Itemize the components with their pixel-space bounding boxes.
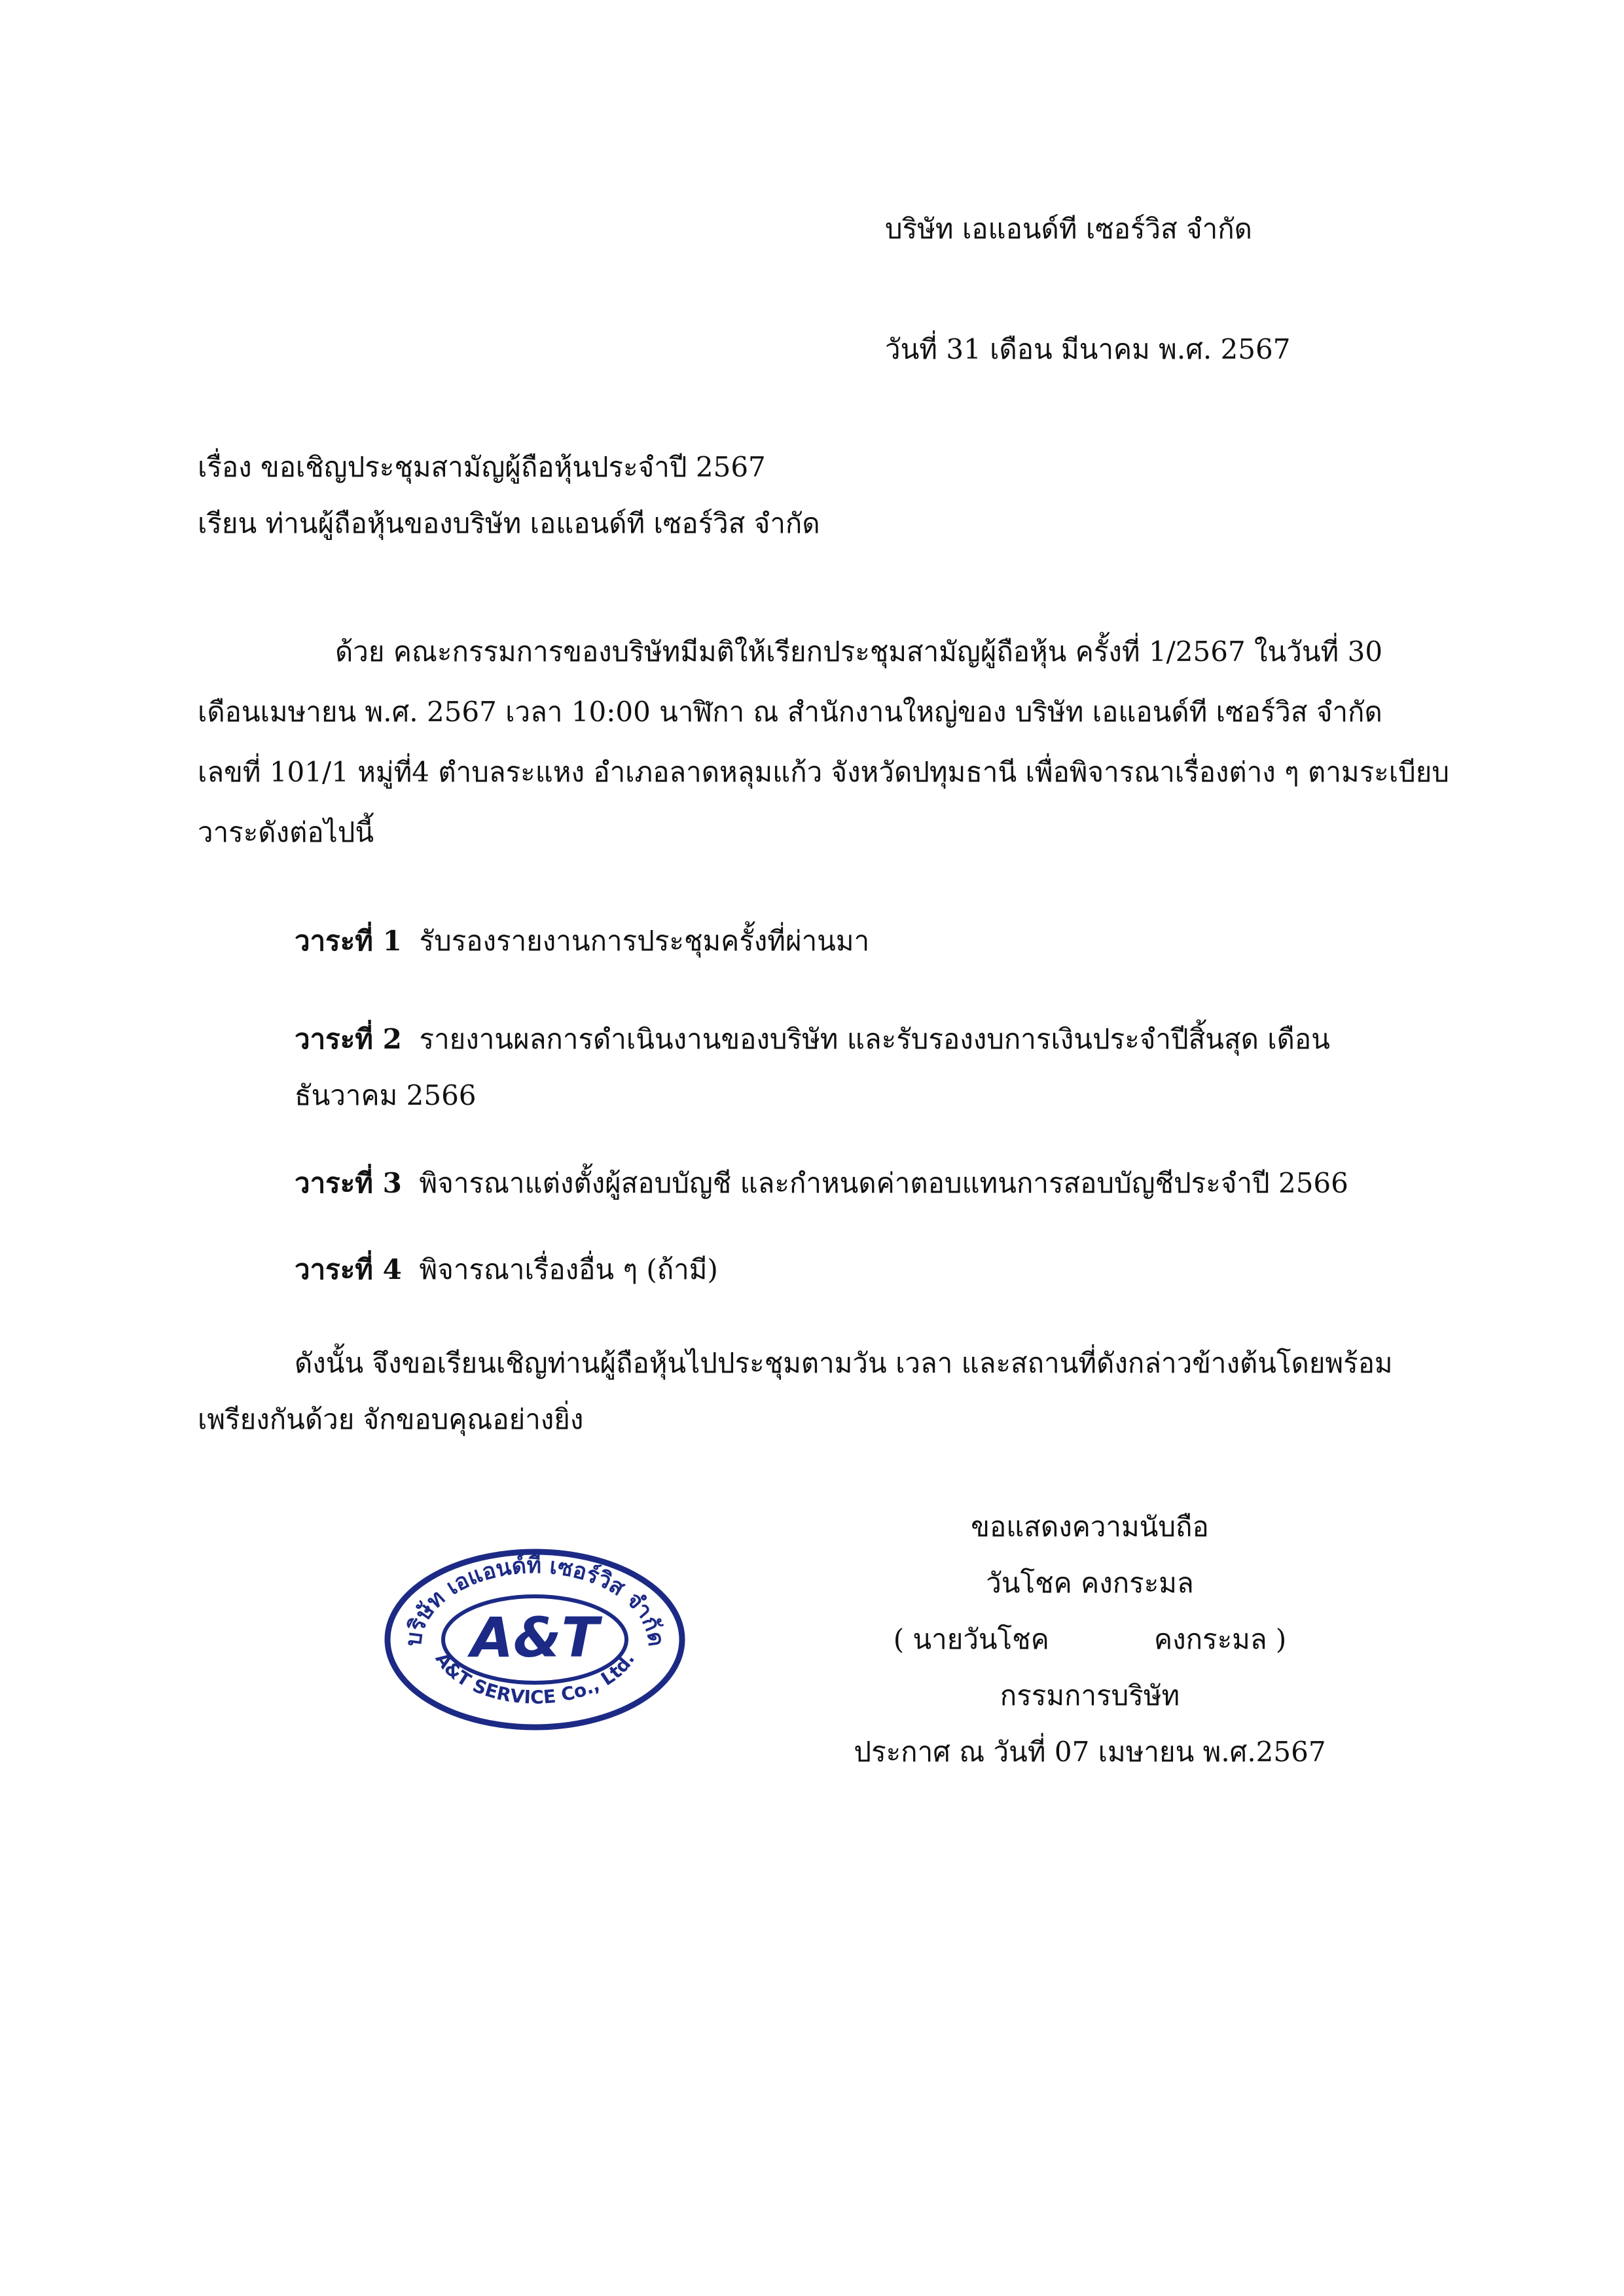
agenda-label: วาระที่ 4	[295, 1253, 402, 1285]
signature-block	[838, 1499, 1342, 1780]
agenda-item-1	[295, 923, 869, 960]
agenda-item-2	[295, 1011, 1330, 1124]
stamp-bottom-text: A&T SERVICE Co., Ltd.	[431, 1648, 640, 1708]
salutation-line: เรียน ท่านผู้ถือหุ้นของบริษัท เอแอนด์ที เซอร์วิส จำกัด	[198, 507, 820, 539]
intro-paragraph	[198, 622, 1450, 863]
regards-text: ขอแสดงความนับถือ	[971, 1511, 1209, 1543]
agenda-text-continued: ธันวาคม 2566	[295, 1079, 477, 1111]
agenda-text: รายงานผลการดำเนินงานของบริษัท และรับรองงบการเงินประจำปีสิ้นสุด เดือน	[419, 1023, 1330, 1055]
signed-name: วันโชค คงกระมล	[986, 1567, 1194, 1599]
agenda-text: พิจารณาเรื่องอื่น ๆ (ถ้ามี)	[419, 1253, 718, 1285]
subject-line: เรื่อง ขอเชิญประชุมสามัญผู้ถือหุ้นประจำปี 2567	[198, 451, 766, 483]
agenda-item-3	[295, 1165, 1348, 1202]
agenda-label: วาระที่ 1	[295, 925, 402, 957]
agenda-label: วาระที่ 2	[295, 1023, 402, 1055]
agenda-label: วาระที่ 3	[295, 1167, 402, 1199]
intro-line: ด้วย คณะกรรมการของบริษัทมีมติให้เรียกประชุมสามัญผู้ถือหุ้น ครั้งที่ 1/2567 ในวันที่ 30	[335, 636, 1383, 668]
stamp-top-text: บริษัท เอแอนด์ที เซอร์วิส จำกัด	[400, 1552, 670, 1648]
closing-line: เพรียงกันด้วย จักขอบคุณอย่างยิ่ง	[198, 1403, 584, 1435]
closing-paragraph	[198, 1335, 1435, 1448]
stamp-logo-text: A&T	[471, 1605, 599, 1670]
closing-line: ดังนั้น จึงขอเรียนเชิญท่านผู้ถือหุ้นไปประชุมตามวัน เวลา และสถานที่ดังกล่าวข้างต้นโดยพร้อม	[295, 1347, 1393, 1379]
agenda-text: รับรองรายงานการประชุมครั้งที่ผ่านมา	[419, 925, 870, 957]
intro-line: เดือนเมษายน พ.ศ. 2567 เวลา 10:00 นาฬิกา ณ สำนักงานใหญ่ของ บริษัท เอแอนด์ที เซอร์วิส จำกัด	[198, 696, 1382, 728]
printed-name: ( นายวันโชค คงกระมล )	[893, 1623, 1287, 1655]
company-header: บริษัท เอแอนด์ที เซอร์วิส จำกัด	[885, 213, 1252, 245]
agenda-item-4	[295, 1251, 718, 1288]
agenda-text: พิจารณาแต่งตั้งผู้สอบบัญชี และกำหนดค่าตอบแทนการสอบบัญชีประจำปี 2566	[419, 1167, 1348, 1199]
company-stamp	[383, 1548, 687, 1731]
intro-line: เลขที่ 101/1 หมู่ที่4 ตำบลระแหง อำเภอลาดหลุมแก้ว จังหวัดปทุมธานี เพื่อพิจารณาเรื่องต่าง ๆ ตามระเบียบ	[198, 756, 1450, 788]
announce-date: ประกาศ ณ วันที่ 07 เมษายน พ.ศ.2567	[854, 1736, 1326, 1768]
intro-line: วาระดังต่อไปนี้	[198, 816, 374, 848]
date-line: วันที่ 31 เดือน มีนาคม พ.ศ. 2567	[885, 333, 1291, 365]
signer-title: กรรมการบริษัท	[1000, 1679, 1180, 1712]
